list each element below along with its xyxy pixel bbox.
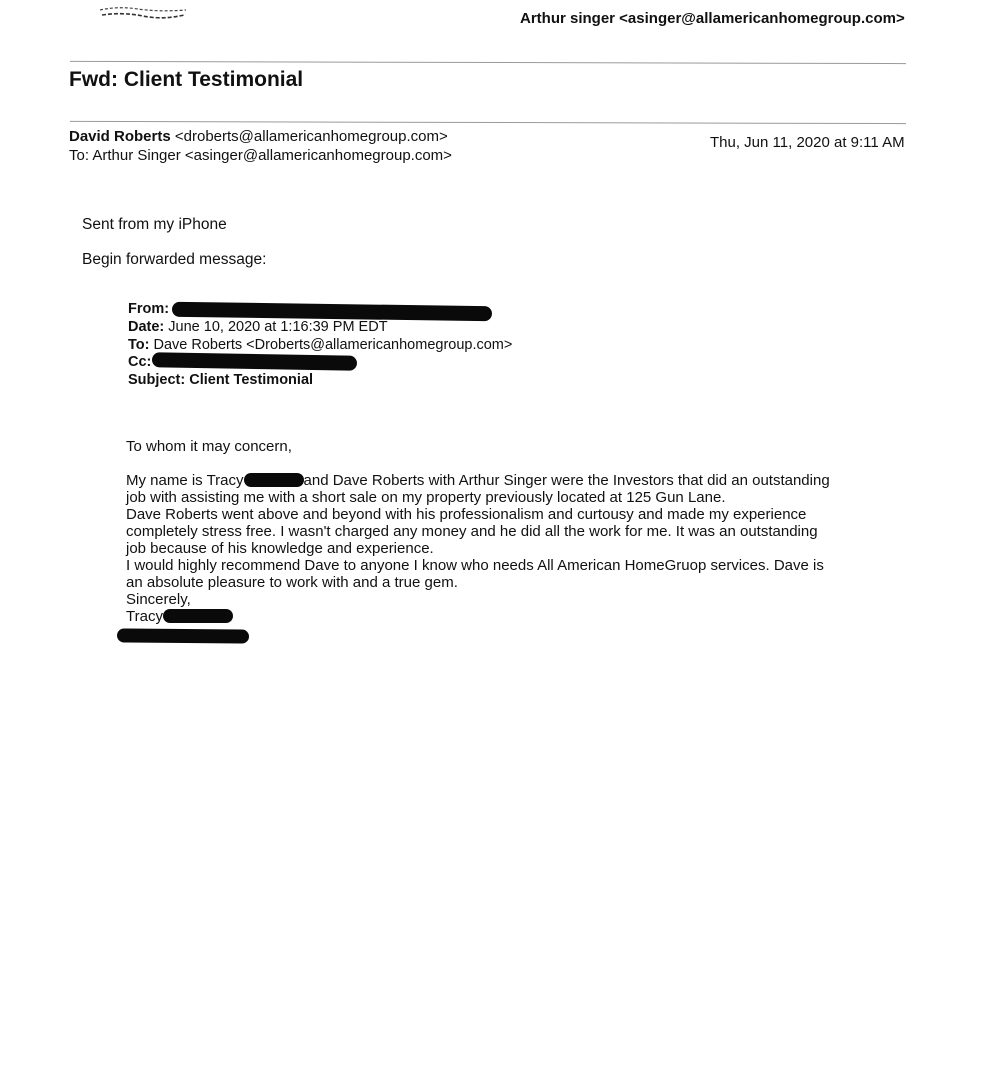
email-date: Thu, Jun 11, 2020 at 9:11 AM: [710, 134, 905, 151]
letter-intro: My name is Tracy: [126, 472, 244, 489]
header-scribble-mark: [98, 6, 188, 20]
signature-first-name: Tracy: [126, 608, 163, 625]
letter-paragraph-3: I would highly recommend Dave to anyone I know who needs All American HomeGruop services. Dave is an absolute pleasure to work with and a true gem.: [126, 557, 824, 591]
forwarded-cc-line: [128, 354, 151, 370]
letter-body: [126, 472, 838, 625]
forwarded-subject-line: [128, 372, 313, 388]
account-header: Arthur singer <asinger@allamericanhomegroup.com>: [520, 10, 905, 27]
forwarded-to-label: To:: [128, 337, 150, 353]
email-subject: Fwd: Client Testimonial: [69, 68, 304, 91]
letter-paragraph-1: [126, 472, 838, 506]
forwarded-to-value: Dave Roberts <Droberts@allamericanhomegroup.com>: [153, 337, 513, 353]
header-divider: [70, 61, 906, 64]
forwarded-from-line: [128, 301, 169, 317]
redaction-surname-inline: [244, 473, 304, 487]
forwarded-subject-value: Client Testimonial: [189, 372, 314, 388]
sender-email: <droberts@allamericanhomegroup.com>: [174, 128, 448, 145]
sent-from-signature: Sent from my iPhone: [82, 216, 227, 233]
letter-paragraph-2: Dave Roberts went above and beyond with his professionalism and curtousy and made my experience completely stress free. I wasn't charged any money and he did all the work for me. It was an outstanding job because of his knowledge and experience.: [126, 506, 818, 557]
sender-name: David Roberts: [69, 128, 171, 145]
letter-intro-rest: and Dave Roberts with Arthur Singer were the Investors that did an outstanding job with assisting me with a short sale on my property previously located at 125 Gun Lane.: [126, 472, 830, 506]
forwarded-date-line: [128, 319, 388, 335]
letter-closing: Sincerely,: [126, 591, 191, 608]
letter-signature: [126, 608, 838, 625]
redaction-signature-line: [117, 628, 249, 643]
forwarded-subject-label: Subject:: [128, 372, 186, 388]
letter-greeting: To whom it may concern,: [126, 438, 292, 455]
sender-line: [69, 128, 448, 145]
redaction-signature-surname: [163, 609, 233, 623]
forwarded-from-label: From:: [128, 301, 170, 317]
begin-forwarded-label: Begin forwarded message:: [82, 251, 267, 268]
forwarded-date-value: June 10, 2020 at 1:16:39 PM EDT: [168, 319, 388, 335]
forwarded-to-line: [128, 337, 512, 353]
forwarded-date-label: Date:: [128, 319, 165, 335]
subject-divider: [70, 121, 906, 124]
forwarded-cc-label: Cc:: [128, 354, 152, 370]
recipient-line: To: Arthur Singer <asinger@allamericanhomegroup.com>: [69, 147, 452, 164]
redaction-cc: [152, 352, 357, 371]
